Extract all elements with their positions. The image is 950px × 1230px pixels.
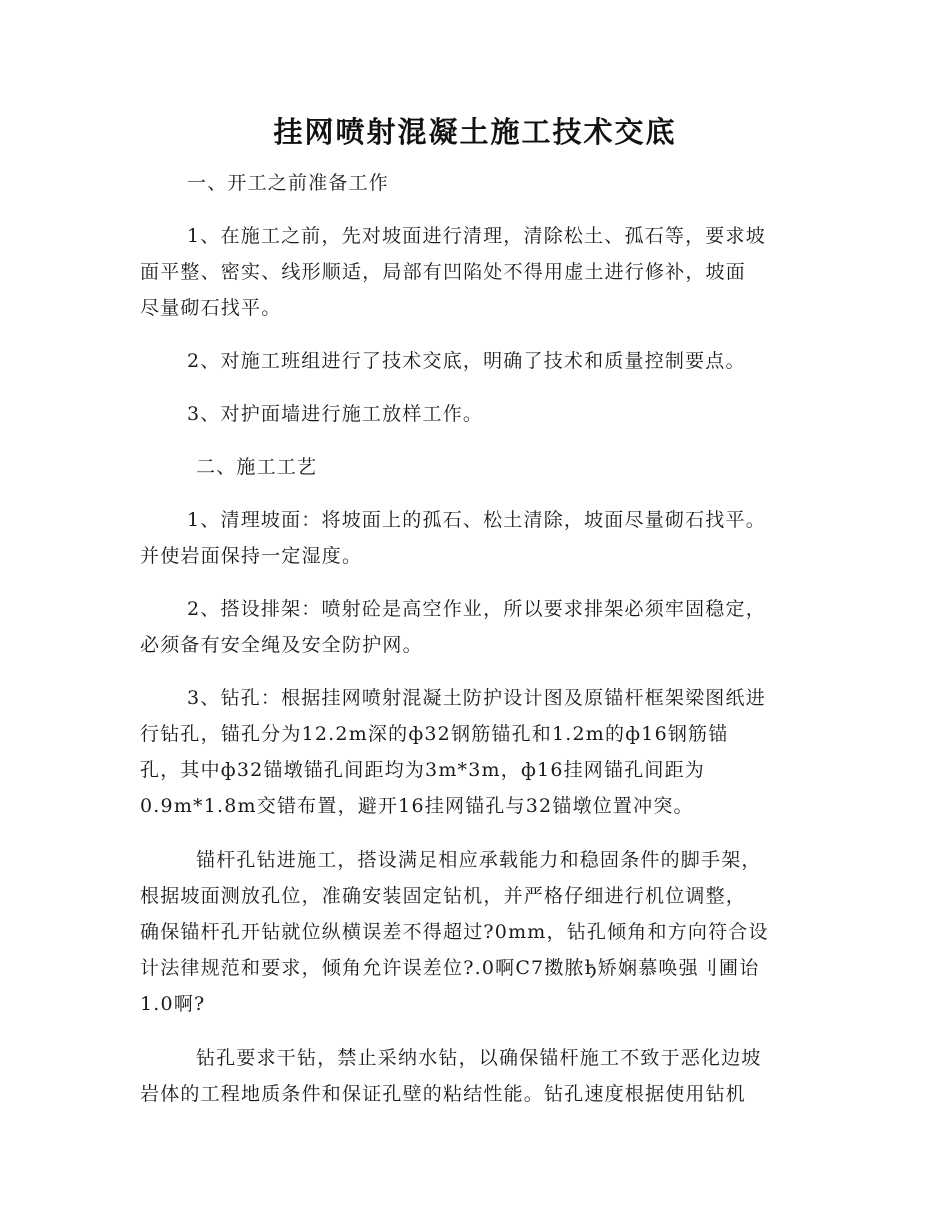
- paragraph-line: 1.0啊?: [140, 993, 206, 1015]
- section-heading-process: 二、施工工艺: [196, 456, 318, 478]
- paragraph-line: 0.9m*1.8m交错布置，避开16挂网锚孔与32锚墩位置冲突。: [140, 795, 694, 817]
- paragraph-line: 锚杆孔钻进施工，搭设满足相应承载能力和稳固条件的脚手架，: [196, 849, 762, 871]
- paragraph-line: 面平整、密实、线形顺适，局部有凹陷处不得用虚土进行修补，坡面: [140, 261, 747, 283]
- paragraph-line: 行钻孔，锚孔分为12.2m深的ф32钢筋锚孔和1.2m的ф16钢筋锚: [140, 723, 729, 745]
- paragraph-line: 2、搭设排架：喷射砼是高空作业，所以要求排架必须牢固稳定，: [187, 598, 766, 620]
- paragraph-line: 确保锚杆孔开钻就位纵横误差不得超过?0mm，钻孔倾角和方向符合设: [140, 921, 769, 943]
- paragraph-line: 3、对护面墙进行施工放样工作。: [187, 403, 484, 425]
- section-heading-preparation: 一、开工之前准备工作: [187, 172, 390, 194]
- paragraph-line: 钻孔要求干钻，禁止采纳水钻，以确保锚杆施工不致于恶化边坡: [196, 1047, 762, 1069]
- paragraph-line: 并使岩面保持一定湿度。: [140, 545, 363, 567]
- paragraph-line: 岩体的工程地质条件和保证孔壁的粘结性能。钻孔速度根据使用钻机: [140, 1083, 747, 1105]
- paragraph-line: 尽量砌石找平。: [140, 297, 282, 319]
- paragraph-line: 孔，其中ф32锚墩锚孔间距均为3m*3m，ф16挂网锚孔间距为: [140, 759, 706, 781]
- paragraph-line: 1、清理坡面：将坡面上的孤石、松土清除，坡面尽量砌石找平。: [187, 509, 766, 531]
- paragraph-line: 3、钻孔：根据挂网喷射混凝土防护设计图及原锚杆框架梁图纸进: [187, 687, 766, 709]
- paragraph-line: 2、对施工班组进行了技术交底，明确了技术和质量控制要点。: [187, 350, 746, 372]
- paragraph-line: 根据坡面测放孔位，准确安装固定钻机，并严格仔细进行机位调整，: [140, 885, 747, 907]
- document-title: 挂网喷射混凝土施工技术交底: [273, 115, 677, 149]
- paragraph-line: 1、在施工之前，先对坡面进行清理，清除松土、孤石等，要求坡: [187, 225, 766, 247]
- paragraph-line: 计法律规范和要求，倾角允许误差位?.0啊C7擞脓ђ矫娴慕唤强刂圃诒: [140, 957, 760, 979]
- paragraph-line: 必须备有安全绳及安全防护网。: [140, 634, 423, 656]
